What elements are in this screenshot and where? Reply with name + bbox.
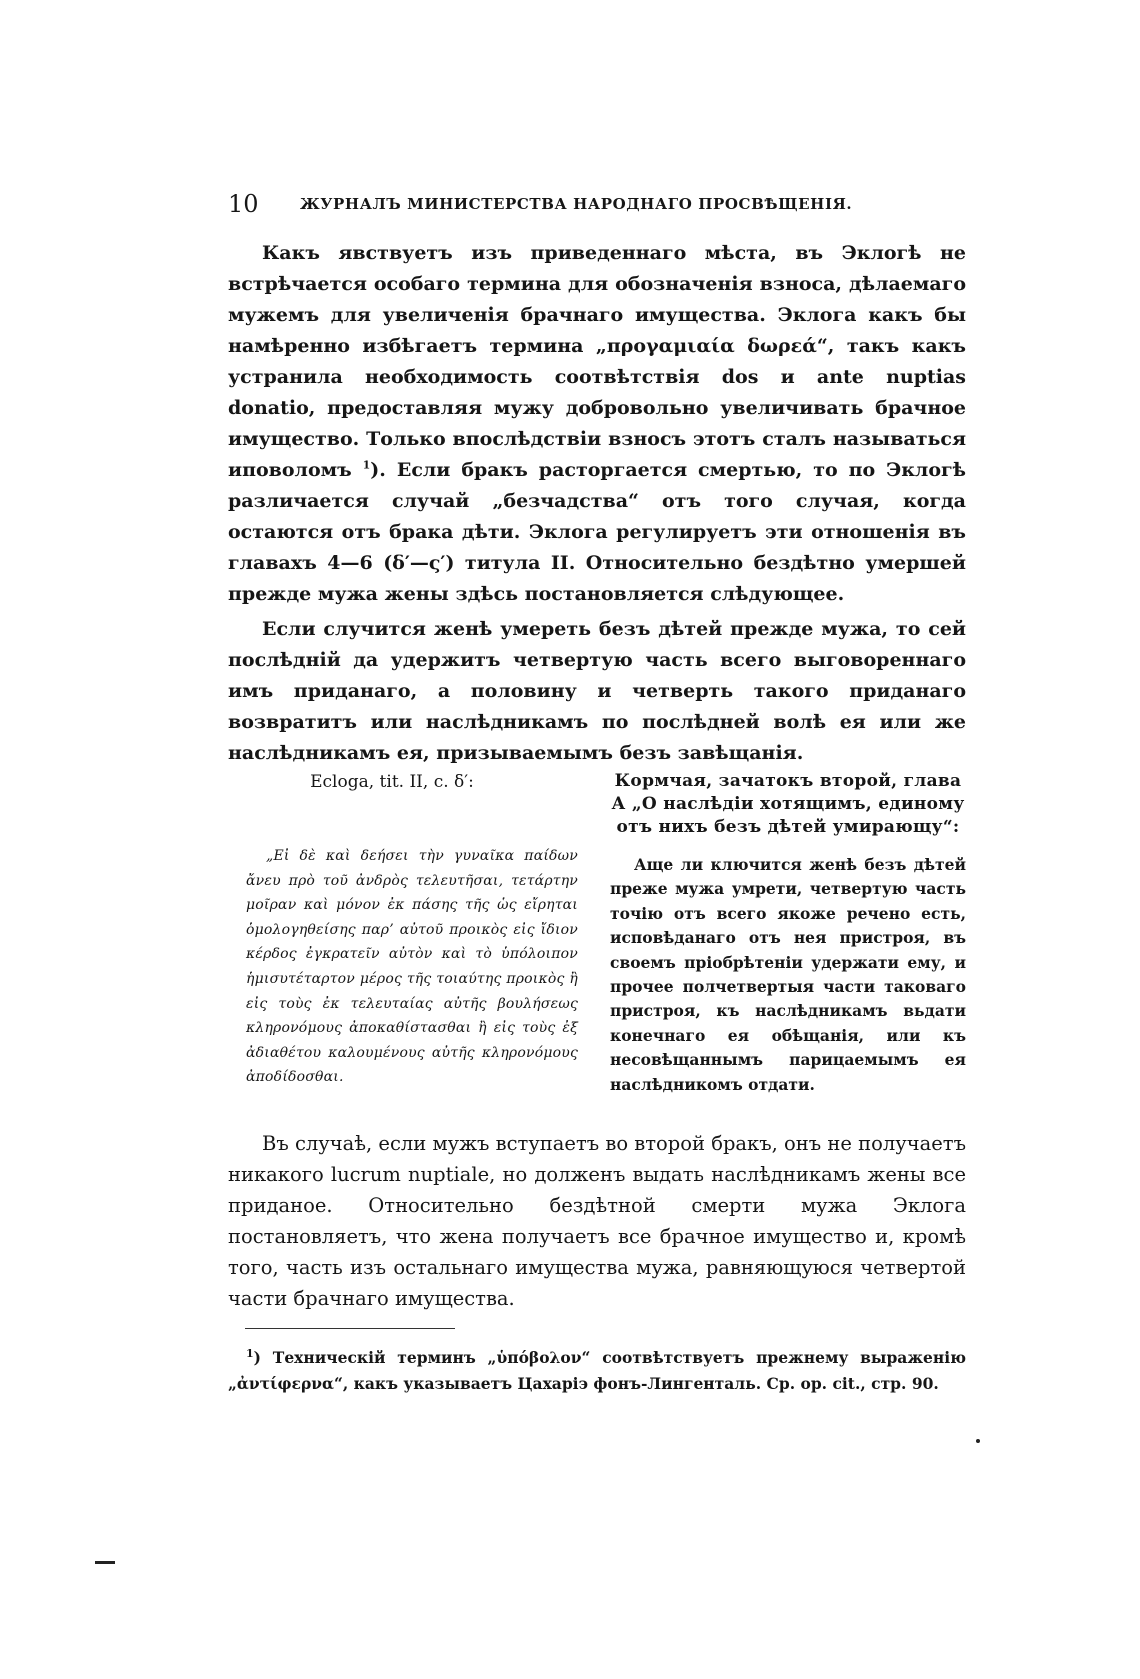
footnote-marker: 1 xyxy=(246,1346,254,1360)
footnote xyxy=(228,1345,966,1397)
slavonic-quotation: Аще ли ключится женѣ безъ дѣтей преже мужа умрети, четвертую часть точію отъ всего якоже речено есть, исповѣданаго отъ нея пристроя, въ своемъ пріобрѣтеніи удержати ему, и прочее полчетвертыя части таковаго пристроя, къ наслѣдникамъ вьдати конечнаго ея обѣщанія, или къ несовѣщаннымъ парицаемымъ ея наслѣдникомъ отдати. xyxy=(610,855,966,1094)
greek-column xyxy=(246,770,578,1104)
ink-dot xyxy=(976,1439,980,1443)
footnote-reference: 1 xyxy=(362,458,371,472)
parallel-columns xyxy=(228,770,966,1100)
slavonic-column-heading: Кормчая, зачатокъ второй, глава А „О наслѣдіи хотящимъ, единому отъ нихъ безъ дѣтей умирающу“: xyxy=(611,771,965,837)
main-text-block xyxy=(228,238,966,769)
paragraph-1-text: Какъ явствуетъ изъ приведеннаго мѣста, въ Эклогѣ не встрѣчается особаго термина для обозначенія взноса, дѣлаемаго мужемъ для увеличенія брачнаго имущества. Эклога какъ бы намѣренно избѣгаетъ термина „προγαμιαία δωρεά“, такъ какъ устранила необходимость соотвѣтствія dos и ante nuptias donatio, предоставляя мужу добровольно увеличивать брачное имущество. Только впослѣдствіи взносъ этотъ сталъ называться иповоломъ xyxy=(228,242,966,481)
paragraph-3: Въ случаѣ, если мужъ вступаетъ во второй бракъ, онъ не получаетъ никакого lucrum nuptiale, но долженъ выдать наслѣдникамъ жены все приданое. Относительно бездѣтной смерти мужа Эклога постановляетъ, что жена получаетъ все брачное имущество и, кромѣ того, часть изъ остальнаго имущества мужа, равняющуюся четвертой части брачнаго имущества. xyxy=(228,1132,966,1310)
paragraph-2: Если случится женѣ умереть безъ дѣтей прежде мужа, то сей послѣдній да удержитъ четвертую часть всего выговореннаго имъ приданаго, а половину и четверть такого приданаго возвратитъ или наслѣдникамъ по послѣдней волѣ ея или же наслѣдникамъ ея, призываемымъ безъ завѣщанія. xyxy=(228,618,966,764)
journal-title: ЖУРНАЛЪ МИНИСТЕРСТВА НАРОДНАГО ПРОСВѢЩЕНІЯ. xyxy=(300,195,853,213)
page-number: 10 xyxy=(228,190,259,218)
main-text-block-2 xyxy=(228,1128,966,1314)
greek-quotation: „Εἰ δὲ καὶ δεήσει τὴν γυναῖκα παίδων ἄνευ πρὸ τοῦ ἀνδρὸς τελευτῆσαι, τετάρτην μοῖραν καὶ μόνον ἐκ πάσης τῆς ὡς εἴρηται ὁμολογηθείσης παρ’ αὐτοῦ προικὸς εἰς ἴδιον κέρδος ἐγκρατεῖν αὐτὸν καὶ τὸ ὑπόλοιπον ἡμισυτέταρτον μέρος τῆς τοιαύτης προικὸς ἢ εἰς τοὺς ἐκ τελευταίας αὐτῆς βουλήσεως κληρονόμους ἀποκαθίστασθαι ἢ εἰς τοὺς ἐξ ἀδιαθέτου καλουμένους αὐτῆς κληρονόμους ἀποδίδοσθαι. xyxy=(246,848,578,1086)
footnote-divider xyxy=(245,1328,455,1329)
paragraph-1: Какъ явствуетъ изъ приведеннаго мѣста, въ Эклогѣ не встрѣчается особаго термина для обозначенія взноса, дѣлаемаго мужемъ для увеличенія брачнаго имущества. Эклога какъ бы намѣренно избѣгаетъ термина „προγαμιαία δωρεά“, такъ какъ устранила необходимость соотвѣтствія dos и ante nuptias donatio, предоставляя мужу добровольно увеличивать брачное имущество. Только впослѣдствіи взносъ этотъ сталъ называться иповоломъ $^1$). Если бракъ расторгается смертью, то по Эклогѣ различается случай „безчадства“ отъ того случая, когда остаются отъ брака дѣти. Эклога регулируетъ эти отношенія въ главахъ 4—6 (δ′—ς′) титула II. Относительно бездѣтно умершей прежде мужа жены здѣсь постановляется слѣдующее. xyxy=(228,242,966,605)
slavonic-column xyxy=(610,770,966,1113)
greek-column-heading: Ecloga, tit. II, c. δ′: xyxy=(310,772,474,792)
paragraph-1-continued: . Если бракъ расторгается смертью, то по Эклогѣ различается случай „безчадства“ отъ того случая, когда остаются отъ брака дѣти. Эклога регулируетъ эти отношенія въ главахъ 4—6 (δ′—ς′) титула II. Относительно бездѣтно умершей прежде мужа жены здѣсь постановляется слѣдующее. xyxy=(228,459,966,605)
footnote-text: ) Техническій терминъ „ὑπόβολον“ соотвѣтствуетъ прежнему выраженію „ἀντίφερνα“, какъ указываетъ Цахаріэ фонъ-Лингенталь. Ср. op. cit., стр. 90. xyxy=(228,1348,966,1393)
margin-mark xyxy=(95,1561,115,1564)
running-head xyxy=(228,190,966,220)
